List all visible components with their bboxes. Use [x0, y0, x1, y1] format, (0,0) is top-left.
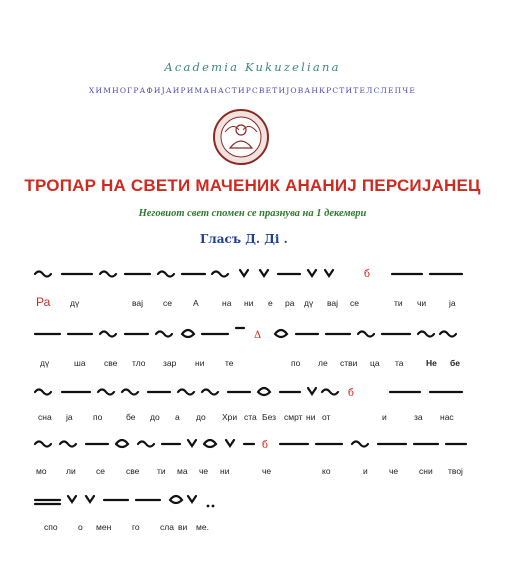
syllable: о	[78, 522, 83, 532]
syllable: ви	[178, 522, 188, 532]
syllable: ме.	[196, 522, 209, 532]
syllable: спо	[44, 522, 58, 532]
syllable: ја	[66, 412, 73, 422]
syllable: сни	[419, 466, 433, 476]
martyria-1: б	[364, 269, 371, 280]
syllable: ни	[244, 298, 254, 308]
syllable: ца	[370, 358, 380, 368]
syllable: А	[193, 298, 199, 308]
syllable: ни	[195, 358, 205, 368]
syllable: че	[262, 466, 272, 476]
syllable: на	[222, 298, 232, 308]
martyria-4: б	[262, 440, 269, 451]
syllable: до	[150, 412, 160, 422]
syllable: по	[93, 412, 103, 422]
syllable: вај	[132, 298, 144, 308]
syllable: све	[126, 466, 140, 476]
syllable: твој	[448, 466, 463, 476]
neume-row-4	[0, 432, 505, 452]
syllable: Без	[262, 412, 277, 422]
syllable: све	[104, 358, 118, 368]
lyric-row-2	[0, 358, 505, 374]
syllable: ра	[285, 298, 295, 308]
syllable: смрт	[284, 412, 303, 422]
syllable: е	[268, 298, 273, 308]
academia-heading: Academia Kukuzeliana	[164, 60, 341, 74]
syllable: мен	[96, 522, 112, 532]
syllable: от	[322, 412, 331, 422]
syllable: и	[363, 466, 368, 476]
lyric-row-1	[0, 295, 505, 314]
lyric-row-4	[0, 466, 505, 482]
syllable: те	[225, 358, 234, 368]
syllable: по	[291, 358, 301, 368]
syllable: че	[389, 466, 399, 476]
syllable: ја	[449, 298, 456, 308]
syllable: ли	[66, 466, 76, 476]
syllable: се	[96, 466, 105, 476]
syllable: ти	[157, 466, 166, 476]
syllable: ко	[322, 466, 331, 476]
syllable: мо	[36, 466, 47, 476]
syllable: бе	[450, 358, 460, 368]
syllable: до	[196, 412, 206, 422]
neume-row-3	[0, 380, 505, 400]
syllable: се	[350, 298, 359, 308]
syllable: ни	[220, 466, 230, 476]
syllable: ста	[244, 412, 257, 422]
neume-row-5	[0, 488, 505, 508]
page-title: ТРОПАР НА СВЕТИ МАЧЕНИК АНАНИЈ ПЕРСИЈАНЕЦ	[24, 176, 481, 195]
syllable: а	[175, 412, 180, 422]
syllable: сна	[38, 412, 52, 422]
syllable: Хри	[222, 412, 238, 422]
syllable: дү	[70, 298, 80, 308]
syllable: вај	[327, 298, 339, 308]
feast-subtitle: Неговиот свет спомен се празнува на 1 декември	[138, 208, 367, 219]
neume-row-1	[0, 262, 505, 282]
syllable: че	[199, 466, 209, 476]
syllable: се	[163, 298, 172, 308]
syllable: го	[132, 522, 140, 532]
caps-line: ХИМНОГРАФИЈАИРИМАНАСТИРСВЕТИЈОВАНКРСТИТЕЛСЛЕПЧЕ	[88, 86, 417, 95]
martyria-3: б	[348, 388, 355, 399]
syllable: та	[395, 358, 404, 368]
syllable: стви	[340, 358, 358, 368]
tone-label: Гласъ Д. Ді .	[200, 232, 288, 246]
syllable: дү	[40, 358, 50, 368]
lyric-row-5	[0, 522, 505, 538]
neume-row-2	[0, 322, 505, 342]
syllable: дү	[304, 298, 314, 308]
martyria-2: Δ	[254, 330, 262, 341]
syllable: ма	[177, 466, 188, 476]
syllable: и	[382, 412, 387, 422]
syllable: ти	[394, 298, 403, 308]
syllable: чи	[417, 298, 427, 308]
syllable: ле	[318, 358, 328, 368]
syllable: Не	[426, 358, 437, 368]
syllable: Ра	[36, 295, 51, 309]
lyric-row-3	[0, 412, 505, 428]
syllable: тло	[132, 358, 146, 368]
syllable: сла	[160, 522, 174, 532]
seal-logo	[211, 108, 271, 166]
syllable: ша	[74, 358, 86, 368]
syllable: за	[414, 412, 423, 422]
syllable: бе	[126, 412, 136, 422]
syllable: зар	[163, 358, 177, 368]
syllable: нас	[440, 412, 454, 422]
syllable: ни	[306, 412, 316, 422]
